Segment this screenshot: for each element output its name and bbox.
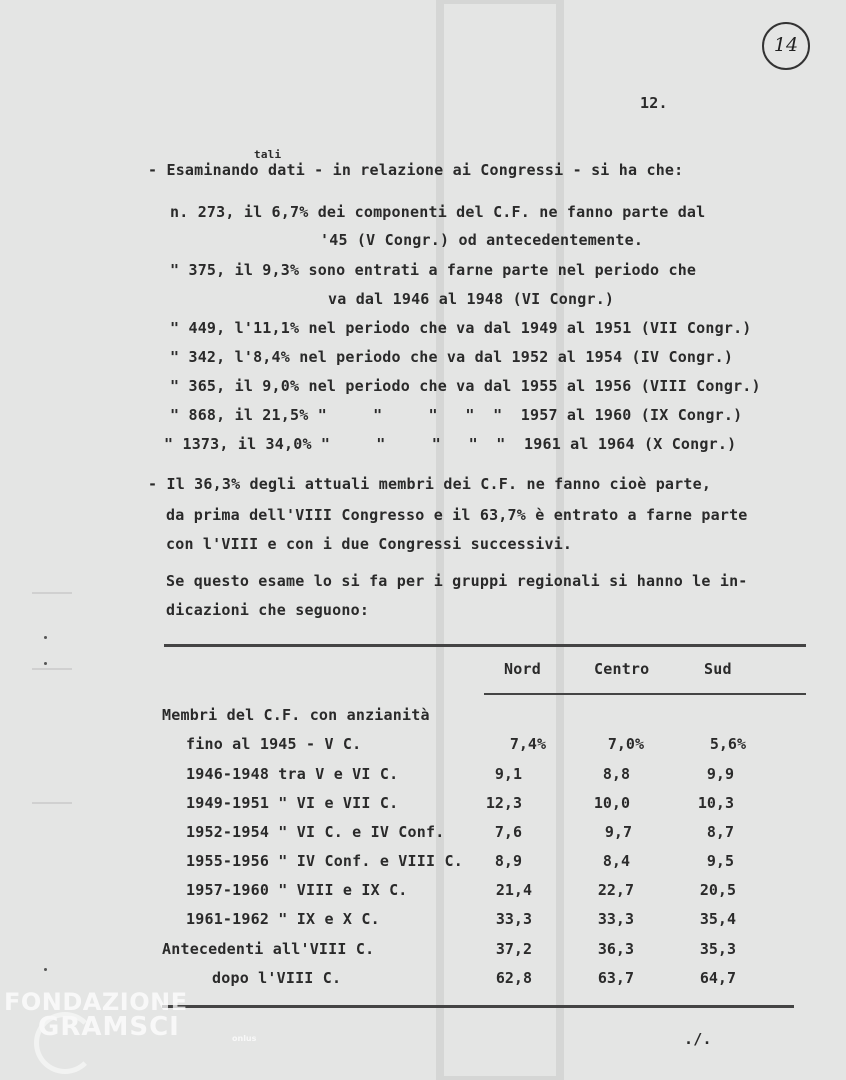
- value-nord: 7,4%: [509, 735, 546, 753]
- lead-in-line-2: dicazioni che seguono:: [166, 601, 370, 619]
- column-header-centro: Centro: [594, 660, 650, 678]
- logo-line-2: GRAMSCI: [38, 1012, 180, 1042]
- value-nord: 37,2: [495, 940, 532, 958]
- row-label: 1952-1954 " VI C. e IV Conf.: [186, 823, 445, 841]
- value-centro: 33,3: [597, 910, 634, 928]
- value-sud: 9,5: [706, 852, 734, 870]
- circled-page-number: [762, 22, 810, 70]
- lead-in-line-1: Se questo esame lo si fa per i gruppi regionali si hanno le in-: [166, 572, 748, 590]
- value-nord: 21,4: [495, 881, 532, 899]
- value-nord: 9,1: [494, 765, 522, 783]
- value-nord: 33,3: [495, 910, 532, 928]
- margin-mark: [32, 802, 72, 804]
- row-2-line-1: " 375, il 9,3% sono entrati a farne parte nel periodo che: [170, 261, 697, 279]
- row-label: 1961-1962 " IX e X C.: [186, 910, 380, 928]
- value-sud: 64,7: [699, 969, 736, 987]
- intro-line: - Esaminando dati - in relazione ai Congressi - si ha che:: [148, 161, 684, 179]
- value-sud: 9,9: [706, 765, 734, 783]
- table-bottom-rule: [162, 1005, 794, 1008]
- row-label: fino al 1945 - V C.: [186, 735, 362, 753]
- margin-dot: [44, 636, 47, 639]
- row-2-line-2: va dal 1946 al 1948 (VI Congr.): [328, 290, 615, 308]
- row-1-line-2: '45 (V Congr.) od antecedentemente.: [320, 231, 644, 249]
- value-sud: 20,5: [699, 881, 736, 899]
- value-centro: 22,7: [597, 881, 634, 899]
- fondazione-gramsci-logo: [4, 988, 257, 1043]
- margin-dot: [44, 968, 47, 971]
- row-label: 1946-1948 tra V e VI C.: [186, 765, 399, 783]
- continuation-mark: ./.: [684, 1030, 712, 1048]
- summary-line-3: con l'VIII e con i due Congressi successivi.: [166, 535, 573, 553]
- value-nord: 7,6: [494, 823, 522, 841]
- value-centro: 8,4: [602, 852, 630, 870]
- column-header-sud: Sud: [704, 660, 732, 678]
- summary-line-1: - Il 36,3% degli attuali membri dei C.F. ne fanno cioè parte,: [148, 475, 712, 493]
- row-4: " 342, l'8,4% nel periodo che va dal 1952 al 1954 (IV Congr.): [170, 348, 734, 366]
- column-header-nord: Nord: [504, 660, 541, 678]
- header-underline-rule: [484, 693, 806, 695]
- circled-page-number-text: 14: [773, 34, 799, 56]
- margin-mark: [32, 668, 72, 670]
- row-label: 1949-1951 " VI e VII C.: [186, 794, 399, 812]
- row-label: 1957-1960 " VIII e IX C.: [186, 881, 408, 899]
- row-label: dopo l'VIII C.: [212, 969, 342, 987]
- margin-dot: [44, 662, 47, 665]
- row-3: " 449, l'11,1% nel periodo che va dal 1949 al 1951 (VII Congr.): [170, 319, 752, 337]
- page-number: 12.: [640, 94, 668, 112]
- logo-line-1: FONDAZIONE: [4, 988, 188, 1016]
- value-centro: 8,8: [602, 765, 630, 783]
- handwritten-insert: tali: [254, 148, 282, 161]
- value-centro: 10,0: [593, 794, 630, 812]
- row-5: " 365, il 9,0% nel periodo che va dal 1955 al 1956 (VIII Congr.): [170, 377, 761, 395]
- table-heading: Membri del C.F. con anzianità: [162, 706, 430, 724]
- value-sud: 10,3: [697, 794, 734, 812]
- row-label: 1955-1956 " IV Conf. e VIII C.: [186, 852, 463, 870]
- value-sud: 8,7: [706, 823, 734, 841]
- logo-line-3: onlus: [232, 1034, 257, 1043]
- value-nord: 62,8: [495, 969, 532, 987]
- logo-g-icon: [34, 1012, 96, 1074]
- value-sud: 5,6%: [709, 735, 746, 753]
- value-centro: 36,3: [597, 940, 634, 958]
- value-centro: 63,7: [597, 969, 634, 987]
- margin-mark: [32, 592, 72, 594]
- value-centro: 7,0%: [607, 735, 644, 753]
- row-1-line-1: n. 273, il 6,7% dei componenti del C.F. ne fanno parte dal: [170, 203, 706, 221]
- row-6: " 868, il 21,5% " " " " " 1957 al 1960 (IX Congr.): [170, 406, 743, 424]
- value-nord: 8,9: [494, 852, 522, 870]
- value-nord: 12,3: [485, 794, 522, 812]
- value-centro: 9,7: [604, 823, 632, 841]
- value-sud: 35,4: [699, 910, 736, 928]
- row-7: " 1373, il 34,0% " " " " " 1961 al 1964 (X Congr.): [164, 435, 737, 453]
- row-label: Antecedenti all'VIII C.: [162, 940, 375, 958]
- table-top-rule: [164, 644, 806, 647]
- summary-line-2: da prima dell'VIII Congresso e il 63,7% è entrato a farne parte: [166, 506, 748, 524]
- value-sud: 35,3: [699, 940, 736, 958]
